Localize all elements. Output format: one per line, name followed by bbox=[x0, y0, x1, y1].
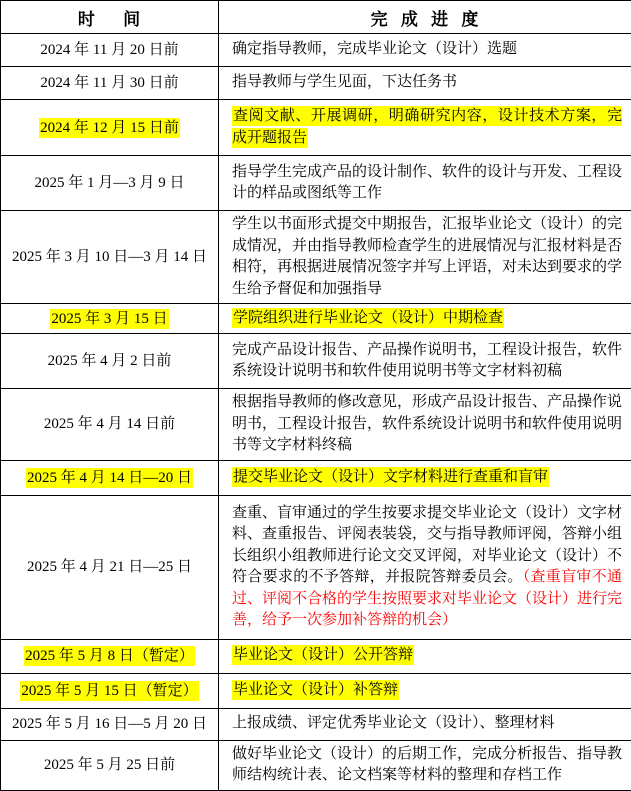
progress-text-highlighted: 毕业论文（设计）公开答辩 bbox=[232, 645, 414, 665]
table-row bbox=[1, 639, 631, 673]
time-column-header: 时 间 bbox=[1, 1, 219, 34]
progress-cell bbox=[219, 304, 631, 334]
progress-cell bbox=[219, 673, 631, 708]
time-text-highlighted: 2025 年 5 月 8 日（暂定） bbox=[24, 646, 195, 666]
time-text-highlighted: 2025 年 4 月 14 日—20 日 bbox=[26, 468, 193, 488]
time-cell bbox=[1, 67, 219, 100]
time-text-highlighted: 2024 年 12 月 15 日前 bbox=[39, 118, 180, 138]
progress-text-highlighted: 毕业论文（设计）补答辩 bbox=[232, 680, 399, 700]
progress-cell bbox=[219, 460, 631, 495]
progress-column-header: 完 成 进 度 bbox=[219, 1, 631, 34]
time-cell bbox=[1, 34, 219, 67]
time-cell bbox=[1, 211, 219, 304]
progress-text: 完成产品设计报告、产品操作说明书，工程设计报告，软件系统设计说明书和软件使用说明书等文字材料初稿 bbox=[232, 342, 622, 380]
progress-text-highlighted: 查阅文献、开展调研，明确研究内容，设计技术方案，完成开题报告 bbox=[232, 106, 622, 148]
table-row bbox=[1, 156, 631, 211]
time-cell bbox=[1, 460, 219, 495]
time-cell bbox=[1, 156, 219, 211]
time-cell bbox=[1, 673, 219, 708]
progress-cell bbox=[219, 708, 631, 740]
table-row bbox=[1, 740, 631, 790]
progress-cell bbox=[219, 740, 631, 790]
progress-text: 确定指导教师，完成毕业论文（设计）选题 bbox=[232, 41, 517, 57]
progress-cell bbox=[219, 100, 631, 156]
time-text-highlighted: 2025 年 3 月 15 日 bbox=[50, 309, 168, 329]
table-row bbox=[1, 211, 631, 304]
progress-cell bbox=[219, 495, 631, 639]
time-text-highlighted: 2025 年 5 月 15 日（暂定） bbox=[20, 681, 198, 701]
progress-text: 根据指导教师的修改意见，形成产品设计报告、产品操作说明书，工程设计报告，软件系统设计说明书和软件使用说明书等文字材料终稿 bbox=[232, 394, 622, 453]
progress-note-red: （查重盲审不通过、评阅不合格的学生按照要求对毕业论文（设计）进行完善，给予一次参加补答辩的机会） bbox=[232, 569, 622, 628]
progress-text: 查重、盲审通过的学生按要求提交毕业论文（设计）文字材料、查重报告、评阅表装袋，交与指导教师评阅，答辩小组长组织小组教师进行论文交叉评阅，对毕业论文（设计）不符合要求的不予答辩，并报院答辩委员会。 bbox=[232, 505, 622, 586]
time-cell bbox=[1, 639, 219, 673]
progress-text-highlighted: 提交毕业论文（设计）文字材料进行查重和盲审 bbox=[232, 467, 549, 487]
progress-cell bbox=[219, 67, 631, 100]
table-row bbox=[1, 34, 631, 67]
table-row bbox=[1, 100, 631, 156]
progress-cell bbox=[219, 156, 631, 211]
time-cell bbox=[1, 100, 219, 156]
time-cell bbox=[1, 334, 219, 389]
time-text: 2025 年 5 月 16 日—5 月 20 日 bbox=[12, 716, 207, 732]
time-cell bbox=[1, 304, 219, 334]
progress-cell bbox=[219, 389, 631, 461]
table-row bbox=[1, 67, 631, 100]
progress-text: 指导学生完成产品的设计制作、软件的设计与开发、工程设计的样品或图纸等工作 bbox=[232, 164, 622, 202]
time-cell bbox=[1, 740, 219, 790]
time-text: 2025 年 4 月 14 日前 bbox=[44, 416, 175, 432]
progress-text-highlighted: 学院组织进行毕业论文（设计）中期检查 bbox=[232, 308, 504, 328]
time-cell bbox=[1, 389, 219, 461]
progress-text: 指导教师与学生见面，下达任务书 bbox=[232, 74, 457, 90]
table-row bbox=[1, 334, 631, 389]
progress-text: 上报成绩、评定优秀毕业论文（设计）、整理材料 bbox=[232, 715, 555, 731]
table-row bbox=[1, 304, 631, 334]
progress-cell bbox=[219, 211, 631, 304]
table-row bbox=[1, 460, 631, 495]
progress-cell bbox=[219, 34, 631, 67]
table-row bbox=[1, 495, 631, 639]
time-cell bbox=[1, 708, 219, 740]
time-text: 2025 年 4 月 2 日前 bbox=[48, 353, 172, 369]
time-text: 2025 年 1 月—3 月 9 日 bbox=[34, 175, 184, 191]
time-cell bbox=[1, 495, 219, 639]
time-text: 2025 年 3 月 10 日—3 月 14 日 bbox=[12, 249, 207, 265]
time-text: 2024 年 11 月 30 日前 bbox=[40, 75, 178, 91]
table-row bbox=[1, 673, 631, 708]
header-row bbox=[1, 1, 631, 34]
progress-text: 做好毕业论文（设计）的后期工作，完成分析报告、指导教师结构统计表、论文档案等材料的整理和存档工作 bbox=[232, 746, 622, 784]
time-text: 2025 年 4 月 21 日—25 日 bbox=[27, 559, 192, 575]
progress-cell bbox=[219, 639, 631, 673]
progress-cell bbox=[219, 334, 631, 389]
progress-text: 学生以书面形式提交中期报告，汇报毕业论文（设计）的完成情况，并由指导教师检查学生的进展情况与汇报材料是否相符，再根据进展情况签字并写上评语，对未达到要求的学生给予督促和加强指导 bbox=[232, 216, 622, 297]
time-text: 2025 年 5 月 25 日前 bbox=[44, 757, 175, 773]
table-row bbox=[1, 708, 631, 740]
time-text: 2024 年 11 月 20 日前 bbox=[40, 42, 178, 58]
table-row bbox=[1, 389, 631, 461]
